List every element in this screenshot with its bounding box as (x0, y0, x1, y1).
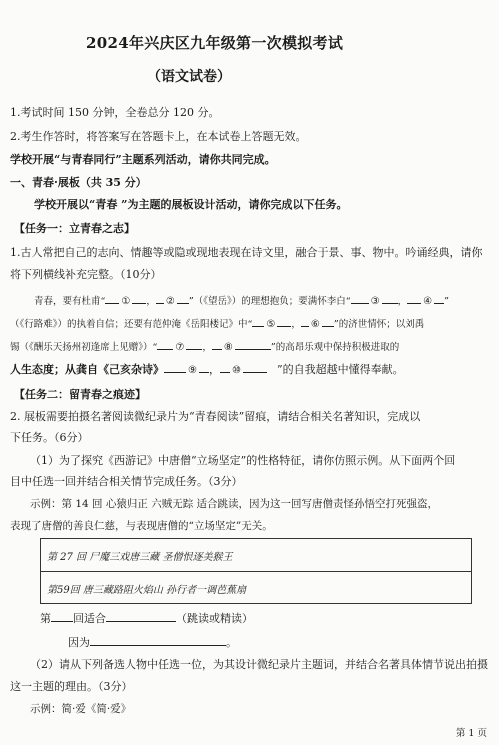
blank-1-marker[interactable]: ① (121, 296, 131, 307)
section-1-heading: 一、青春·展板（共 35 分） (10, 176, 147, 189)
blank-3-marker[interactable]: ③ (370, 296, 380, 307)
blank-8-marker[interactable]: ⑧ (223, 342, 233, 353)
blank-4-marker[interactable]: ④ (423, 296, 433, 307)
task-1-heading: 【任务一：立青春之志】 (14, 222, 135, 235)
reason-blank[interactable] (90, 634, 226, 646)
blank-2-marker[interactable]: ② (165, 296, 175, 307)
page-number: 第 1 页 (455, 728, 487, 739)
chapter-number-blank[interactable] (51, 610, 73, 622)
example-1-line-1: 示例：第 14 回 心猿归正 六贼无踪 适合跳读，因为这一回写唐僧责怪孙悟空打死强盗， (30, 498, 439, 510)
example-1-line-2-visible: 表现了唐僧的善良仁慈，与表现唐僧的“立场坚定”无关。 (10, 520, 273, 532)
exam-title: 2024年兴庆区九年级第一次模拟考试 (86, 34, 344, 52)
activity-intro: 学校开展“与青春同行”主题系列活动，请你共同完成。 (10, 153, 276, 166)
blank-10-marker[interactable]: ⑩ (232, 365, 241, 376)
section-1-intro: 学校开展以“青春 ”为主题的展板设计活动，请你完成以下任务。 (34, 198, 348, 211)
answer-fill-chapter: 第 回适合 （跳读或精读） (40, 612, 253, 625)
exam-subtitle: （语文试卷） (147, 69, 231, 85)
reading-method-blank[interactable] (106, 610, 176, 622)
example-2-label: 示例：简·爱《简·爱》 (30, 703, 132, 715)
chapter-option-59: 第59回 唐三藏路阻火焰山 孙行者一调芭蕉扇 (47, 585, 247, 596)
chapter-options-box (40, 538, 472, 604)
blank-6-marker[interactable]: ⑥ (310, 319, 320, 330)
poem-fill-line-1: 青春，要有杜甫“ ① ， ② ”（《望岳》）的理想抱负；要满怀李白“ ③ ， ④ ” (34, 292, 449, 309)
blank-9-marker[interactable]: ⑨ (188, 365, 197, 376)
poem-fill-line-4: 人生态度；从龚自《己亥杂诗》 ⑨ ， ⑩ ”的自我超越中懂得奉献。 (10, 363, 404, 376)
question-2-line-1: 2. 展板需要拍摄名著阅读微纪录片为“青春阅读”留痕，请结合相关名著知识，完成以 (10, 410, 421, 423)
question-2-line-2: 下任务。（6分） (10, 431, 89, 444)
poem-fill-line-2: （《行路难》）的执着自信；还要有范仲淹《岳阳楼记》中“ ⑤ ， ⑥ ”的济世情怀；以刘禹 (10, 315, 424, 332)
blank-5-marker[interactable]: ⑤ (266, 319, 276, 330)
sub-question-1-line-1: （1）为了探究《西游记》中唐僧“立场坚定”的性格特征，请你仿照示例。从下面两个回 (30, 454, 456, 467)
sub-question-2-line-1: （2）请从下列备选人物中任选一位，为其设计微纪录片主题词，并结合名著具体情节说出拍摄 (30, 658, 488, 671)
task-2-heading: 【任务二：留青春之痕迹】 (14, 388, 146, 401)
note-answer-sheet: 2.考生作答时，将答案写在答题卡上，在本试卷上答题无效。 (10, 130, 307, 143)
question-1-line-2: 将下列横线补充完整。（10分） (10, 268, 162, 281)
answer-fill-reason: 因为 。 (68, 636, 237, 649)
chapter-option-27: 第 27 回 尸魔三戏唐三藏 圣僧恨逐美猴王 (47, 552, 233, 563)
box-divider (41, 571, 471, 572)
blank-7-marker[interactable]: ⑦ (175, 342, 185, 353)
note-time-score: 1.考试时间 150 分钟，全卷总分 120 分。 (10, 106, 220, 119)
sub-question-1-line-2: 目中任选一回并结合相关情节完成任务。（3分） (10, 475, 243, 488)
poem-fill-line-3: 锡（《酬乐天扬州初逢席上见赠》）“ ⑦ ， ⑧ ”的高昂乐观中保持积极进取的 (10, 338, 399, 355)
sub-question-2-line-2: 这一主题的理由。（3分） (10, 680, 133, 693)
question-1-line-1: 1.古人常把自己的志向、情趣等或隐或现地表现在诗文里，融合于景、事、物中。吟诵经典，请你 (10, 246, 483, 259)
